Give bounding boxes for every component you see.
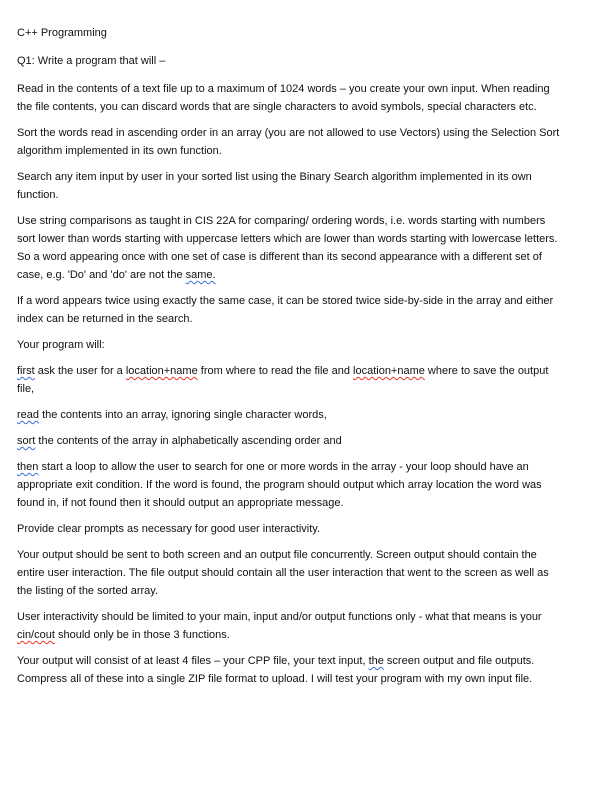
step-first-text: where to save the output file, <box>17 365 549 395</box>
grammar-flagged-word: sort <box>17 435 36 447</box>
grammar-flagged-word: first <box>17 365 35 377</box>
grammar-flagged-word: the <box>368 655 384 667</box>
paragraph-files <box>17 652 565 688</box>
step-then-text: start a loop to allow the user to search for one or more words in the array - your loop should have an appropriate exit condition. If the word is found, the program should output which array location the word was found in, if not found then it should output an appropriate message. <box>17 461 542 509</box>
paragraph-files-text: screen output and file outputs. Compress all of these into a single ZIP file format to upload. I will test your program with my own input file. <box>17 655 535 685</box>
paragraph-output: Your output should be sent to both screen and an output file concurrently. Screen output should contain the entire user interaction. The file output should contain all the user interaction that went to the screen as well as the listing of the sorted array. <box>17 549 549 597</box>
doc-title: C++ Programming <box>17 27 107 39</box>
step-sort <box>17 432 565 450</box>
step-first-text: from where to read the file and <box>197 365 354 377</box>
paragraph-prompts: Provide clear prompts as necessary for good user interactivity. <box>17 523 321 535</box>
spell-flagged-word: cin/cout <box>17 629 55 641</box>
step-read-text: the contents into an array, ignoring single character words, <box>39 409 327 421</box>
step-read <box>17 406 565 424</box>
step-then <box>17 458 565 512</box>
paragraph-selection-sort: Sort the words read in ascending order in an array (you are not allowed to use Vectors) using the Selection Sort algorithm implemented in its own function. <box>17 127 560 157</box>
question-heading: Q1: Write a program that will – <box>17 55 166 67</box>
paragraph-duplicate-words: If a word appears twice using exactly the same case, it can be stored twice side-by-side in the array and either index can be returned in the search. <box>17 295 554 325</box>
paragraph-files-text: Your output will consist of at least 4 files – your CPP file, your text input, <box>17 655 369 667</box>
step-sort-text: the contents of the array in alphabetically ascending order and <box>35 435 342 447</box>
paragraph-user-interactivity <box>17 608 565 644</box>
paragraph-read-file: Read in the contents of a text file up to a maximum of 1024 words – you create your own input. When reading the file contents, you can discard words that are single characters to avoid symbols, special characters etc. <box>17 83 550 113</box>
paragraph-string-comparisons <box>17 212 565 284</box>
grammar-flagged-word: then <box>17 461 39 473</box>
grammar-flagged-word: same. <box>185 269 216 281</box>
step-first-text: ask the user for a <box>34 365 126 377</box>
paragraph-binary-search: Search any item input by user in your sorted list using the Binary Search algorithm implemented in its own function. <box>17 171 532 201</box>
grammar-flagged-word: read <box>17 409 40 421</box>
spell-flagged-word: location+name <box>125 365 198 377</box>
paragraph-user-interactivity-text: should only be in those 3 functions. <box>54 629 230 641</box>
paragraph-user-interactivity-text: User interactivity should be limited to your main, input and/or output functions only - what that means is your <box>17 611 542 623</box>
spell-flagged-word: location+name <box>353 365 425 377</box>
paragraph-program-will: Your program will: <box>17 339 105 351</box>
paragraph-string-comparisons-text: Use string comparisons as taught in CIS 22A for comparing/ ordering words, i.e. words starting with numbers sort lower than words starting with uppercase letters which are lower than words starting with lowercase letters. So a word appearing once with one set of case is different than its second appearance with a different set of case, e.g. 'Do' and 'do' are not the <box>17 215 558 281</box>
step-first <box>17 362 565 398</box>
